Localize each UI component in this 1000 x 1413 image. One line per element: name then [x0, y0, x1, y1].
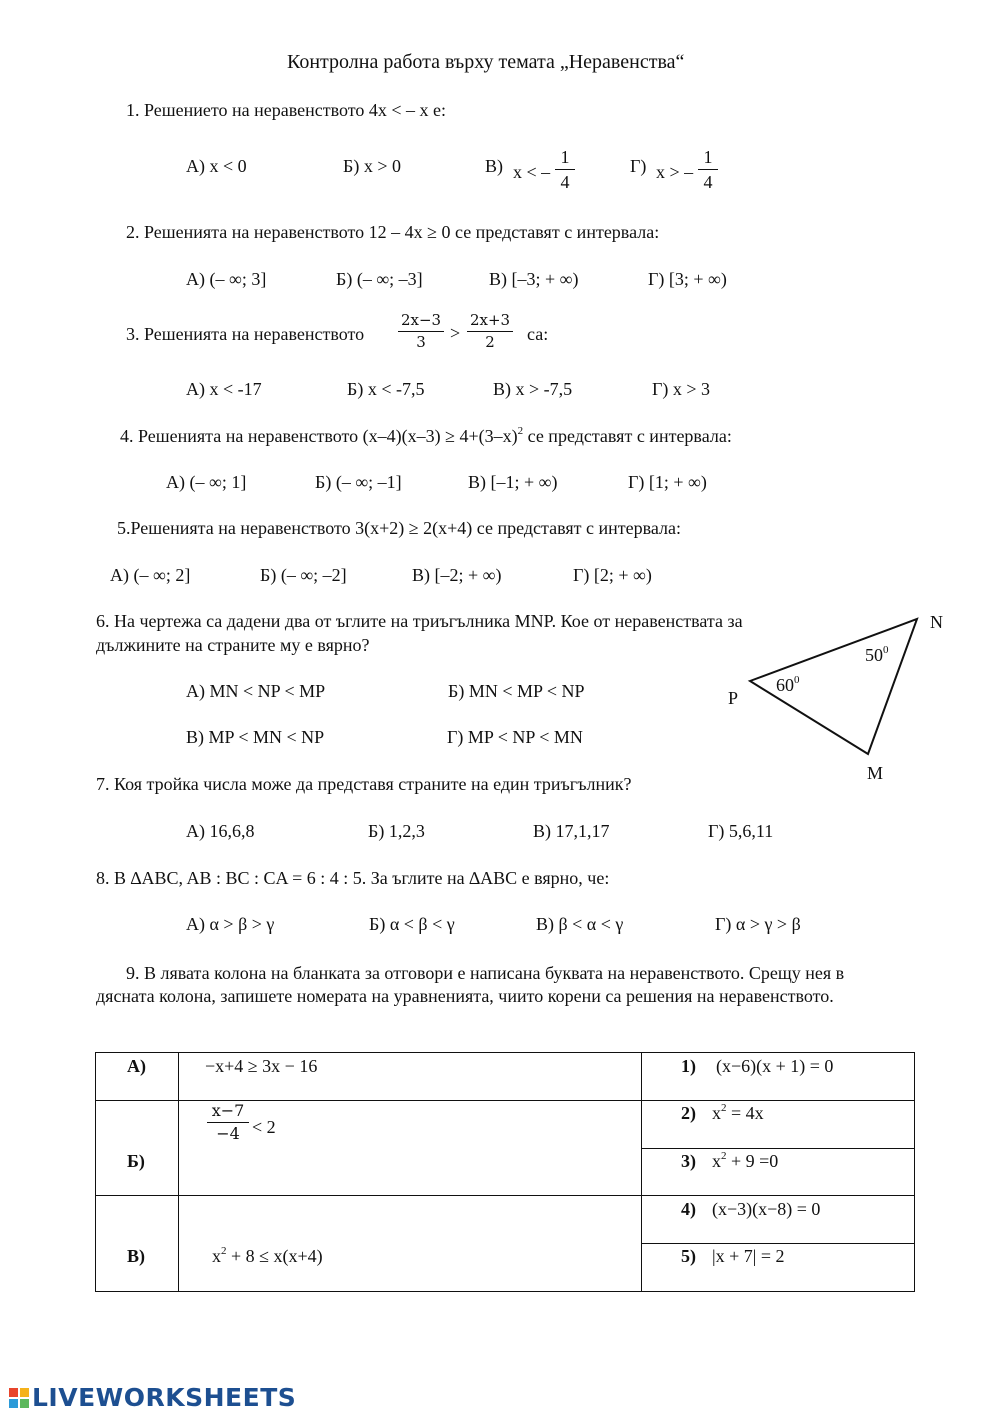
q1-option-a: А) x < 0 [186, 156, 247, 176]
eq2-number: 2) [681, 1103, 696, 1123]
q6-option-a: А) MN < NP < MP [186, 681, 326, 701]
q6-option-d: Г) MP < NP < MN [447, 727, 583, 747]
vertex-label-p: P [728, 688, 739, 708]
q4-question-post: се представят с интервала: [523, 426, 732, 446]
table-border-bottom [95, 1291, 915, 1292]
q8-question: 8. В ∆ABC, AB : BC : CA = 6 : 4 : 5. За ъглите на ∆ABC е вярно, че: [96, 868, 610, 888]
triangle-mnp-diagram [700, 600, 960, 790]
fraction-denominator: 2 [467, 331, 513, 350]
table-rule [641, 1148, 915, 1149]
eq2-pre: x [712, 1103, 721, 1123]
table-border-top [95, 1052, 915, 1053]
q3-option-d: Г) x > 3 [652, 379, 711, 399]
q6-question-line1: 6. На чертежа са дадени два от ъглите на триъгълника MNP. Кое от неравенствата за [96, 611, 743, 631]
eq2-text [712, 1104, 764, 1122]
vertex-label-m: M [867, 763, 884, 783]
q8-option-b: Б) α < β < γ [369, 914, 455, 934]
eq1-number: 1) [681, 1056, 696, 1076]
q8-option-a: А) α > β > γ [186, 914, 275, 934]
row-c-ineq-pre: x [212, 1246, 221, 1266]
angle-n-label [865, 646, 889, 664]
row-c-inequality [212, 1247, 323, 1265]
angle-n-value: 50 [865, 645, 883, 665]
q4-question-pre: 4. Решенията на неравенството (x–4)(x–3) ≥ 4+(3–x) [120, 426, 518, 446]
eq2-post: = 4x [726, 1103, 764, 1123]
table-rule [95, 1195, 915, 1196]
fraction-numerator: 1 [560, 147, 570, 167]
q4-option-c: В) [–1; + ∞) [468, 472, 558, 492]
q3-operator: > [450, 323, 461, 343]
q7-option-a: А) 16,6,8 [186, 821, 255, 841]
degree-mark: 0 [794, 674, 800, 686]
q3-fraction-left [398, 313, 444, 350]
q1-option-b: Б) x > 0 [343, 156, 401, 176]
q2-option-d: Г) [3; + ∞) [648, 269, 727, 289]
row-b-label: Б) [127, 1151, 145, 1171]
row-c-exponent: 2 [221, 1245, 227, 1257]
table-rule [641, 1243, 915, 1244]
q8-option-d: Г) α > γ > β [715, 914, 801, 934]
q8-option-c: В) β < α < γ [536, 914, 624, 934]
q5-option-c: В) [–2; + ∞) [412, 565, 502, 585]
fraction-numerator: 2x−3 [400, 311, 442, 329]
q6-option-c: В) MP < MN < NP [186, 727, 325, 747]
eq3-text [712, 1152, 778, 1170]
fraction-denominator: 4 [698, 169, 718, 191]
eq3-exponent: 2 [721, 1150, 727, 1162]
q4-exponent: 2 [517, 425, 524, 437]
row-b-inequality-tail: < 2 [252, 1117, 276, 1137]
table-column-divider [178, 1052, 179, 1292]
eq1-text: (x−6)(x + 1) = 0 [716, 1056, 834, 1076]
q3-option-b: Б) x < -7,5 [347, 379, 425, 399]
liveworksheets-logo-text: LIVEWORKSHEETS [32, 1383, 297, 1412]
q1-option-c-expr: x < – [513, 162, 551, 182]
row-c-label: В) [127, 1246, 145, 1266]
row-a-label: А) [127, 1056, 146, 1076]
table-border-left [95, 1052, 96, 1292]
q3-option-a: А) x < -17 [186, 379, 262, 399]
fraction-numerator: x−7 [211, 1101, 245, 1120]
q2-option-c: В) [–3; + ∞) [489, 269, 579, 289]
eq5-number: 5) [681, 1246, 696, 1266]
fraction-denominator: −4 [207, 1122, 249, 1142]
q4-question [120, 427, 732, 445]
q1-option-c-fraction [555, 148, 575, 191]
q1-option-d-fraction [698, 148, 718, 191]
eq5-text: |x + 7| = 2 [712, 1246, 785, 1266]
degree-mark: 0 [883, 644, 889, 656]
q7-question: 7. Коя тройка числа може да представя страните на един триъгълник? [96, 774, 632, 794]
q4-option-d: Г) [1; + ∞) [628, 472, 707, 492]
q7-option-b: Б) 1,2,3 [368, 821, 425, 841]
eq4-text: (x−3)(x−8) = 0 [712, 1199, 821, 1219]
q1-option-d-expr: x > – [656, 162, 694, 182]
q1-question: 1. Решението на неравенството 4x < – x е: [126, 100, 447, 120]
angle-p-label [776, 676, 800, 694]
q4-option-b: Б) (– ∞; –1] [315, 472, 402, 492]
q7-option-c: В) 17,1,17 [533, 821, 610, 841]
liveworksheets-logo[interactable] [8, 1383, 296, 1412]
q1-option-c-letter: В) [485, 156, 503, 176]
eq3-pre: x [712, 1151, 721, 1171]
q7-option-d: Г) 5,6,11 [708, 821, 774, 841]
q6-question-line2: дължините на страните му е вярно? [96, 635, 370, 655]
liveworksheets-logo-icon [8, 1387, 30, 1409]
q5-option-d: Г) [2; + ∞) [573, 565, 652, 585]
fraction-denominator: 3 [398, 331, 444, 350]
q5-question: 5.Решенията на неравенството 3(x+2) ≥ 2(x+4) се представят с интервала: [117, 518, 681, 538]
q6-option-b: Б) MN < MP < NP [448, 681, 585, 701]
eq3-number: 3) [681, 1151, 696, 1171]
q3-option-c: В) x > -7,5 [493, 379, 573, 399]
eq4-number: 4) [681, 1199, 696, 1219]
q3-fraction-right [467, 313, 513, 350]
eq3-post: + 9 =0 [726, 1151, 779, 1171]
q3-question-tail: са: [527, 324, 549, 344]
row-c-ineq-post: + 8 ≤ x(x+4) [226, 1246, 323, 1266]
q2-option-a: А) (– ∞; 3] [186, 269, 267, 289]
row-b-fraction [207, 1103, 249, 1142]
eq2-exponent: 2 [721, 1102, 727, 1114]
q5-option-b: Б) (– ∞; –2] [260, 565, 347, 585]
angle-p-value: 60 [776, 675, 794, 695]
vertex-label-n: N [930, 612, 943, 632]
fraction-numerator: 1 [703, 147, 713, 167]
table-border-right [914, 1052, 915, 1292]
q3-question: 3. Решенията на неравенството [126, 324, 365, 344]
q2-option-b: Б) (– ∞; –3] [336, 269, 423, 289]
q9-instructions: 9. В лявата колона на бланката за отговори е написана буквата на неравенството. Срещу нея в дясната колона, запишете номерата на уравненията, чиито корени са решения на неравенството. [96, 963, 845, 1007]
table-column-divider [641, 1052, 642, 1292]
q4-option-a: А) (– ∞; 1] [166, 472, 247, 492]
q2-question: 2. Решенията на неравенството 12 – 4x ≥ 0 се представят с интервала: [126, 222, 660, 242]
fraction-denominator: 4 [555, 169, 575, 191]
q5-option-a: А) (– ∞; 2] [110, 565, 191, 585]
q1-option-d-letter: Г) [630, 156, 647, 176]
page-title: Контролна работа върху темата „Неравенства“ [287, 51, 685, 73]
fraction-numerator: 2x+3 [469, 311, 511, 329]
row-a-inequality: −x+4 ≥ 3x − 16 [205, 1056, 318, 1076]
